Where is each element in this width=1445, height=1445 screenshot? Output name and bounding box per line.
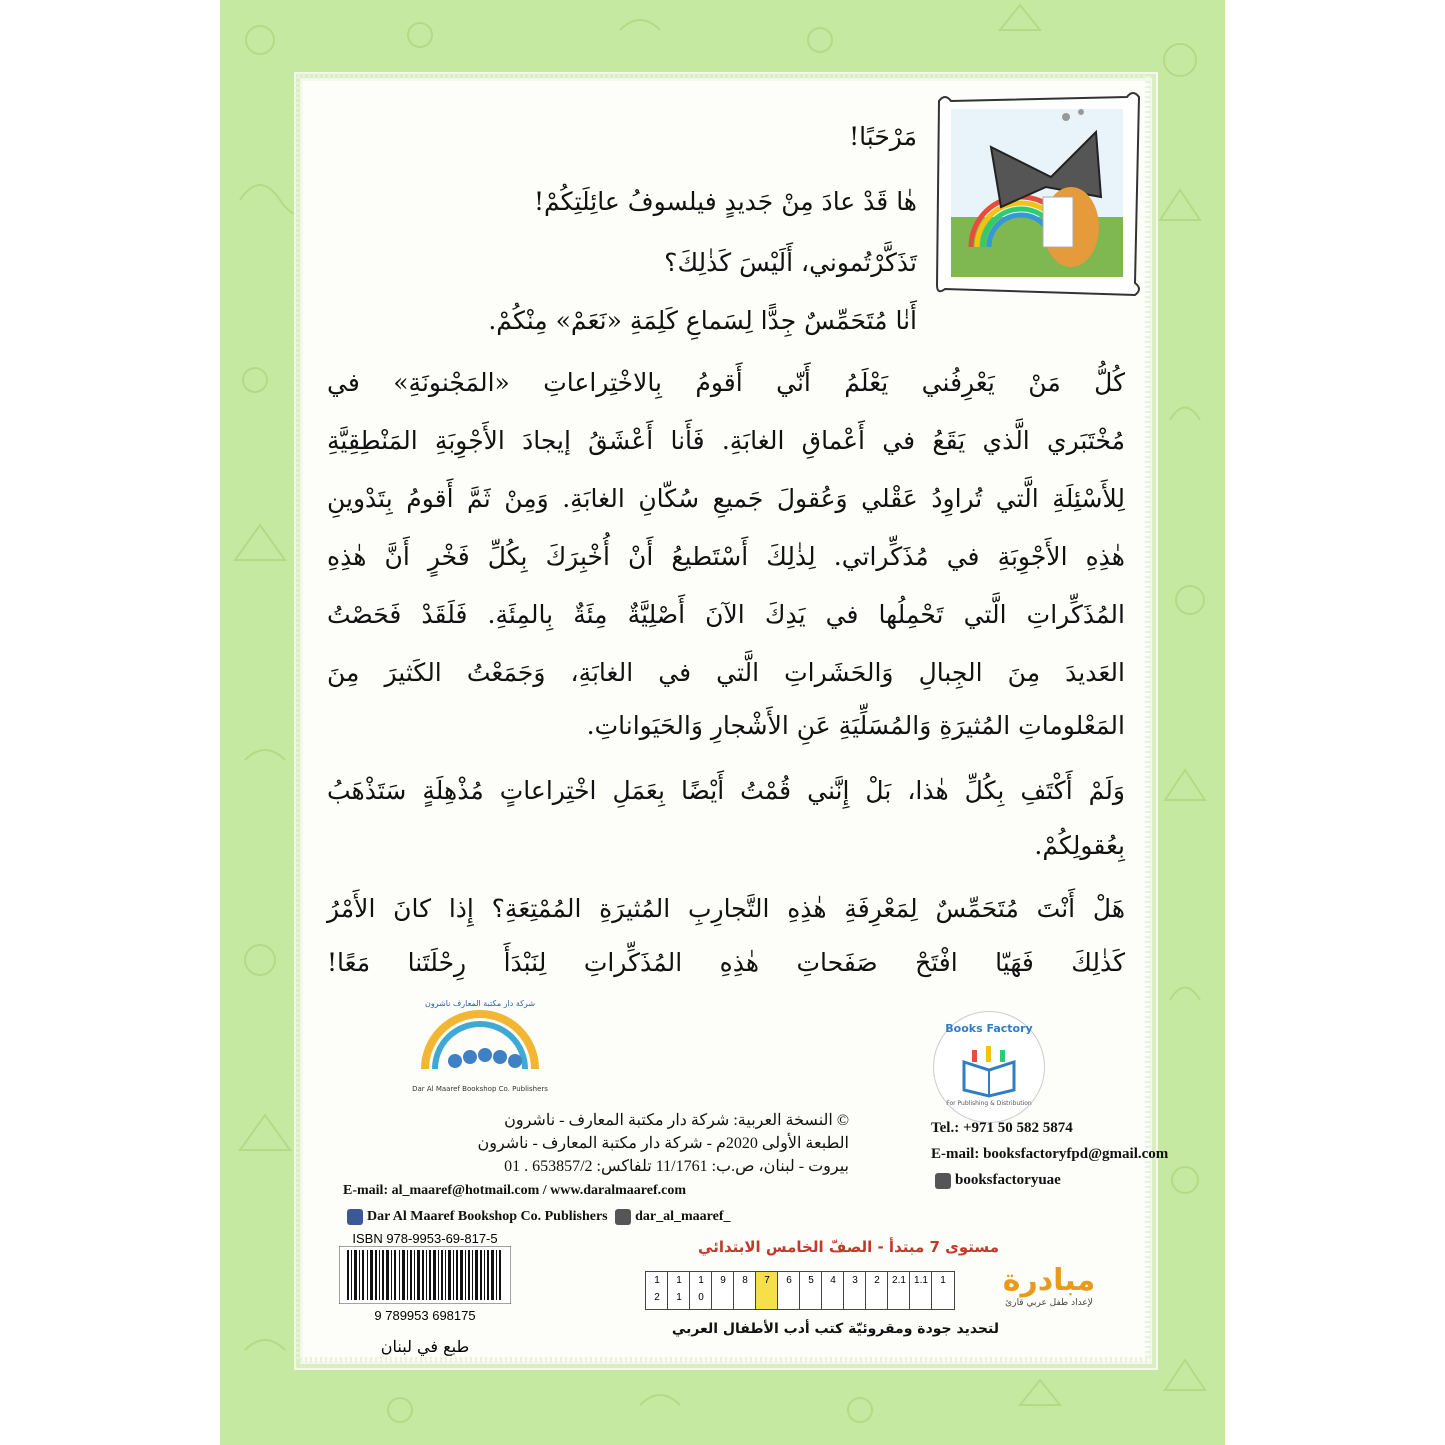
- level-cell: [689, 1271, 713, 1310]
- mubadara-logo: [989, 1263, 1109, 1308]
- mubadara-brand: مبادرة: [1002, 1263, 1096, 1298]
- publisher-info: [477, 1109, 849, 1178]
- publisher-line: بيروت - لبنان، ص.ب: 11/1761 تلفاكس: 653857/2 . 01: [504, 1158, 849, 1175]
- level-cell-top: 8: [742, 1275, 748, 1286]
- level-cell-top: 9: [720, 1275, 726, 1286]
- paragraph3-line: كَذٰلِكَ فَهَيّا افْتَحْ صَفَحاتِ هٰذِهِ المُذَكِّراتِ لِنَبْدَأَ رِحْلَتَنا مَعًا!: [327, 948, 1125, 977]
- publisher-email-web: E-mail: al_maaref@hotmail.com / www.daralmaaref.com: [343, 1183, 686, 1198]
- level-cell: [711, 1271, 735, 1310]
- intro-line-2: تَذَكَّرْتُموني، أَلَيْسَ كَذٰلِكَ؟: [664, 248, 917, 277]
- level-title: مستوى 7 مبتدأ - الصفّ الخامس الابتدائي: [698, 1238, 999, 1256]
- level-cell-top: 3: [852, 1275, 858, 1286]
- level-cell-top: 1: [676, 1275, 682, 1286]
- paragraph1-line: هٰذِهِ الأَجْوِبَةِ في مُذَكِّراتي. لِذٰلِكَ أَسْتَطيعُ أَنْ أُخْبِرَكَ بِكُلِّ فَخْرٍ أَنَّ هٰذِهِ: [327, 542, 1125, 571]
- level-scale: [645, 1271, 965, 1311]
- publisher-facebook: Dar Al Maaref Bookshop Co. Publishers: [367, 1209, 608, 1224]
- level-cell: [733, 1271, 757, 1310]
- level-cell: [755, 1271, 779, 1310]
- paragraph3-line: هَلْ أَنْتَ مُتَحَمِّسٌ لِمَعْرِفَةِ هٰذِهِ التَّجارِبِ المُثيرَةِ المُمْتِعَةِ؟ إِذا كانَ الأَمْرُ: [327, 894, 1125, 923]
- story-text: [303, 81, 1149, 1081]
- books-factory-email: E-mail: booksfactoryfpd@gmail.com: [931, 1146, 1169, 1162]
- paragraph2-line: وَلَمْ أَكْتَفِ بِكُلِّ هٰذا، بَلْ إِنَّني قُمْتُ أَيْضًا بِعَمَلِ اخْتِراعاتٍ مُذْهِلَةٍ سَتَذْهَبُ: [327, 776, 1125, 805]
- barcode: [339, 1246, 511, 1304]
- level-cell-top: 4: [830, 1275, 836, 1286]
- publisher-instagram: dar_al_maaref_: [635, 1209, 731, 1224]
- level-cell: [931, 1271, 955, 1310]
- publisher-line: الطبعة الأولى 2020م - شركة دار مكتبة المعارف - ناشرون: [477, 1135, 849, 1152]
- level-cell-top: 1: [698, 1275, 704, 1286]
- level-cell-bottom: 0: [698, 1292, 704, 1303]
- isbn-label: ISBN 978-9953-69-817-5: [352, 1231, 498, 1246]
- level-cell-top: 1.1: [914, 1275, 928, 1286]
- paragraph1-line: لِلأَسْئِلَةِ الَّتي تُراوِدُ عَقْلي وَعُقولَ جَميعِ سُكّانِ الغابَةِ. وَمِنْ ثَمَّ أَقومُ بِتَدْوينِ: [327, 484, 1125, 513]
- facebook-icon: [347, 1209, 363, 1225]
- level-cell: [843, 1271, 867, 1310]
- paragraph1-line: مُخْتَبَري الَّذي يَقَعُ في أَعْماقِ الغابَةِ. فَأَنا أَعْشَقُ إيجادَ الأَجْوِبَةِ المَنْطِقِيَّةِ: [327, 426, 1125, 455]
- level-cell: [887, 1271, 911, 1310]
- level-cell-top: 1: [940, 1275, 946, 1286]
- paragraph1-line: المَعْلوماتِ المُثيرَةِ وَالمُسَلِّيَةِ عَنِ الأَشْجارِ وَالحَيَواناتِ.: [586, 711, 1125, 740]
- isbn-digits: 9 789953 698175: [374, 1308, 476, 1323]
- mubadara-sub: لإعداد طفل عربي قارئ: [1005, 1298, 1093, 1308]
- logo-caption: Dar Al Maaref Bookshop Co. Publishers: [412, 1085, 548, 1093]
- level-cell: [667, 1271, 691, 1310]
- publisher-contact: [343, 1178, 731, 1230]
- level-cell-top: 1: [654, 1275, 660, 1286]
- level-cell-top: 2.1: [892, 1275, 906, 1286]
- level-cell: [645, 1271, 669, 1310]
- intro-line-3: أَنٰا مُتَحَمِّسٌ جِدًّا لِسَماعِ كَلِمَةِ «نَعَمْ» مِنْكُمْ.: [488, 306, 917, 335]
- level-caption: لتحديد جودة ومقروئيّة كتب أدب الأطفال العربي: [671, 1321, 999, 1337]
- content-panel: [300, 78, 1169, 1364]
- level-cell: [821, 1271, 845, 1310]
- level-cell-bottom: 1: [676, 1292, 682, 1303]
- printed-in-lebanon: طبع في لبنان: [380, 1337, 470, 1356]
- publisher-line: © النسخة العربية: شركة دار مكتبة المعارف - ناشرون: [504, 1112, 849, 1129]
- level-cell: [865, 1271, 889, 1310]
- publisher-logo-graphic: [385, 999, 575, 1089]
- isbn-block: [339, 1231, 511, 1356]
- instagram-icon: [935, 1173, 951, 1189]
- intro-line-1: هٰا قَدْ عادَ مِنْ جَديدٍ فيلسوفُ عائِلَتِكُمْ!: [533, 187, 917, 216]
- paragraph1-line: العَديدَ مِنَ الجِبالِ وَالحَشَراتِ الَّتي في الغابَةِ، وَجَمَعْتُ الكَثيرَ مِنَ: [327, 658, 1125, 687]
- level-cell-top: 2: [874, 1275, 880, 1286]
- paragraph2-line: بِعُقولِكُمْ.: [1034, 831, 1125, 860]
- level-cell: [777, 1271, 801, 1310]
- level-cell-bottom: 2: [654, 1292, 660, 1303]
- books-factory-title: Books Factory: [945, 1022, 1033, 1035]
- books-factory-logo: [933, 1011, 1045, 1123]
- books-factory-instagram: booksfactoryuae: [955, 1172, 1061, 1188]
- books-factory-contact: [931, 1115, 1168, 1193]
- back-cover: [220, 0, 1225, 1445]
- books-factory-tel: Tel.: +971 50 582 5874: [931, 1120, 1073, 1136]
- paragraph1-line: كُلُّ مَنْ يَعْرِفُني يَعْلَمُ أَنّي أَقومُ بِالاخْتِراعاتِ «المَجْنونَةِ» في: [327, 368, 1125, 397]
- level-cell: [799, 1271, 823, 1310]
- paragraph1-line: المُذَكِّراتِ الَّتي تَحْمِلُها في يَدِكَ الآنَ أَصْلِيَّةٌ مِئَةٌ بِالمِئَةِ. فَلَقَدْ فَحَصْتُ: [327, 600, 1125, 629]
- books-factory-subtitle: For Publishing & Distribution: [946, 1100, 1032, 1107]
- level-cell: [909, 1271, 933, 1310]
- level-cell-top: 6: [786, 1275, 792, 1286]
- level-cell-top: 5: [808, 1275, 814, 1286]
- greeting-line: مَرْحَبًا!: [849, 122, 917, 151]
- logo-arc-text: شركة دار مكتبة المعارف ناشرون: [424, 999, 536, 1008]
- dar-al-maaref-logo: [385, 999, 575, 1099]
- instagram-icon: [615, 1209, 631, 1225]
- level-cell-top: 7: [764, 1275, 770, 1286]
